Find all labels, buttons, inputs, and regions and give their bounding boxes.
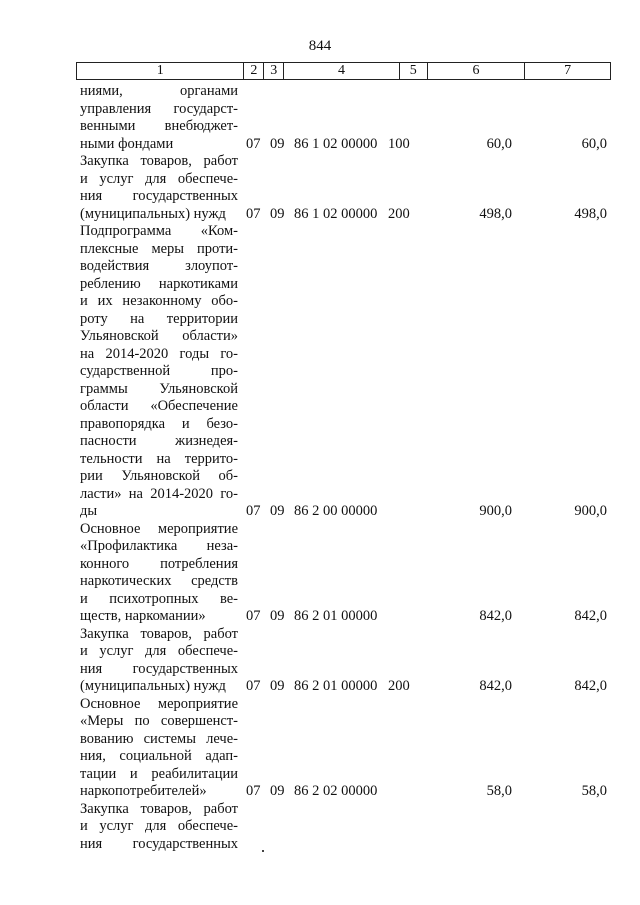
description-line: рии Ульяновской об-	[80, 468, 238, 484]
description-line: ными фондами	[80, 135, 174, 152]
row-description	[80, 153, 238, 223]
cell-amount-1: 498,0	[479, 205, 512, 222]
description-line: Закупка товаров, работ	[80, 800, 238, 817]
description-line: ния государственных	[80, 835, 238, 852]
cell-amount-2: 900,0	[574, 503, 607, 519]
description-line: управления государст-	[80, 100, 238, 117]
cell-subsection: 09	[270, 503, 285, 519]
description-line: (муниципальных) нужд	[80, 678, 226, 694]
description-line: венными внебюджет-	[80, 118, 238, 134]
table-row	[80, 83, 610, 153]
description-line: ниями, органами	[80, 83, 238, 99]
description-line: водействия злоупот-	[80, 258, 238, 274]
description-line: роту на территории	[80, 310, 238, 327]
header-col-6: 6	[428, 63, 526, 79]
cell-section: 07	[246, 503, 261, 519]
cell-subsection: 09	[270, 135, 285, 152]
cell-subsection: 09	[270, 205, 285, 222]
cell-target-article: 86 2 01 00000	[294, 608, 378, 624]
table-header	[76, 62, 611, 80]
cell-amount-2: 842,0	[574, 608, 607, 624]
cell-amount-2: 498,0	[574, 205, 607, 222]
cell-subsection: 09	[270, 783, 285, 799]
cell-target-article: 86 2 01 00000	[294, 678, 378, 694]
cell-target-article: 86 1 02 00000	[294, 205, 378, 222]
header-col-5: 5	[400, 63, 428, 79]
header-col-4: 4	[284, 63, 400, 79]
table-row	[80, 626, 610, 696]
cell-amount-2: 58,0	[581, 783, 607, 799]
row-description	[80, 521, 238, 626]
header-col-3: 3	[264, 63, 284, 79]
cell-section: 07	[246, 608, 261, 624]
cell-section: 07	[246, 678, 261, 694]
description-line: «Профилактика неза-	[80, 538, 238, 554]
description-line: Подпрограмма «Ком-	[80, 223, 238, 239]
cell-section: 07	[246, 205, 261, 222]
cell-amount-1: 60,0	[486, 135, 512, 152]
description-line: на 2014-2020 годы го-	[80, 345, 238, 362]
cell-expense-type: 200	[388, 205, 410, 222]
cell-section: 07	[246, 783, 261, 799]
cell-expense-type: 200	[388, 678, 410, 694]
description-line: ществ, наркомании»	[80, 608, 206, 624]
description-line: и услуг для обеспече-	[80, 170, 238, 187]
header-col-7: 7	[564, 63, 572, 78]
description-line: правопорядка и безо-	[80, 415, 238, 432]
description-line: наркотических средств	[80, 573, 238, 589]
description-line: и психотропных ве-	[80, 590, 238, 607]
description-line: ния государственных	[80, 188, 238, 204]
description-line: сударственной про-	[80, 363, 238, 379]
description-line: и услуг для обеспече-	[80, 643, 238, 659]
description-line: ды	[80, 503, 98, 519]
row-description	[80, 83, 238, 153]
cell-subsection: 09	[270, 608, 285, 624]
table-row	[80, 696, 610, 801]
description-line: Закупка товаров, работ	[80, 153, 238, 169]
cell-amount-1: 842,0	[479, 678, 512, 694]
description-line: ния, социальной адап-	[80, 748, 238, 764]
description-line: реблению наркотиками	[80, 275, 238, 292]
header-col-2: 2	[244, 63, 264, 79]
row-description	[80, 801, 238, 854]
description-line: Основное мероприятие	[80, 695, 238, 712]
description-line: тельности на террито-	[80, 450, 238, 467]
table-row	[80, 153, 610, 223]
table-row	[80, 801, 610, 854]
cell-subsection: 09	[270, 678, 285, 694]
header-col-1: 1	[77, 63, 244, 79]
table-row	[80, 521, 610, 626]
description-line: (муниципальных) нужд	[80, 205, 226, 222]
cell-amount-2: 842,0	[574, 678, 607, 694]
description-line: плексные меры проти-	[80, 240, 238, 257]
cell-section: 07	[246, 135, 261, 152]
description-line: Основное мероприятие	[80, 520, 238, 537]
row-description	[80, 626, 238, 696]
description-line: «Меры по совершенст-	[80, 713, 238, 729]
description-line: пасности жизнедея-	[80, 433, 238, 449]
scan-speck	[262, 850, 264, 852]
cell-amount-1: 842,0	[479, 608, 512, 624]
cell-amount-2: 60,0	[581, 135, 607, 152]
description-line: ния государственных	[80, 660, 238, 677]
description-line: граммы Ульяновской	[80, 380, 238, 397]
cell-target-article: 86 2 00 00000	[294, 503, 378, 519]
description-line: и их незаконному обо-	[80, 293, 238, 309]
description-line: конного потребления	[80, 555, 238, 572]
description-line: тации и реабилитации	[80, 765, 238, 782]
page-number: 844	[308, 38, 332, 54]
description-line: ласти» на 2014-2020 го-	[80, 485, 238, 502]
cell-expense-type: 100	[388, 135, 410, 152]
cell-amount-1: 900,0	[479, 503, 512, 519]
row-description	[80, 696, 238, 801]
description-line: вованию системы лече-	[80, 730, 238, 747]
description-line: области «Обеспечение	[80, 398, 238, 414]
cell-target-article: 86 1 02 00000	[294, 135, 378, 152]
table-row	[80, 223, 610, 521]
cell-amount-1: 58,0	[486, 783, 512, 799]
description-line: Ульяновской области»	[80, 328, 238, 344]
description-line: и услуг для обеспече-	[80, 818, 238, 834]
table-body	[80, 83, 610, 853]
cell-target-article: 86 2 02 00000	[294, 783, 378, 799]
description-line: наркопотребителей»	[80, 783, 207, 799]
row-description	[80, 223, 238, 521]
description-line: Закупка товаров, работ	[80, 625, 238, 642]
